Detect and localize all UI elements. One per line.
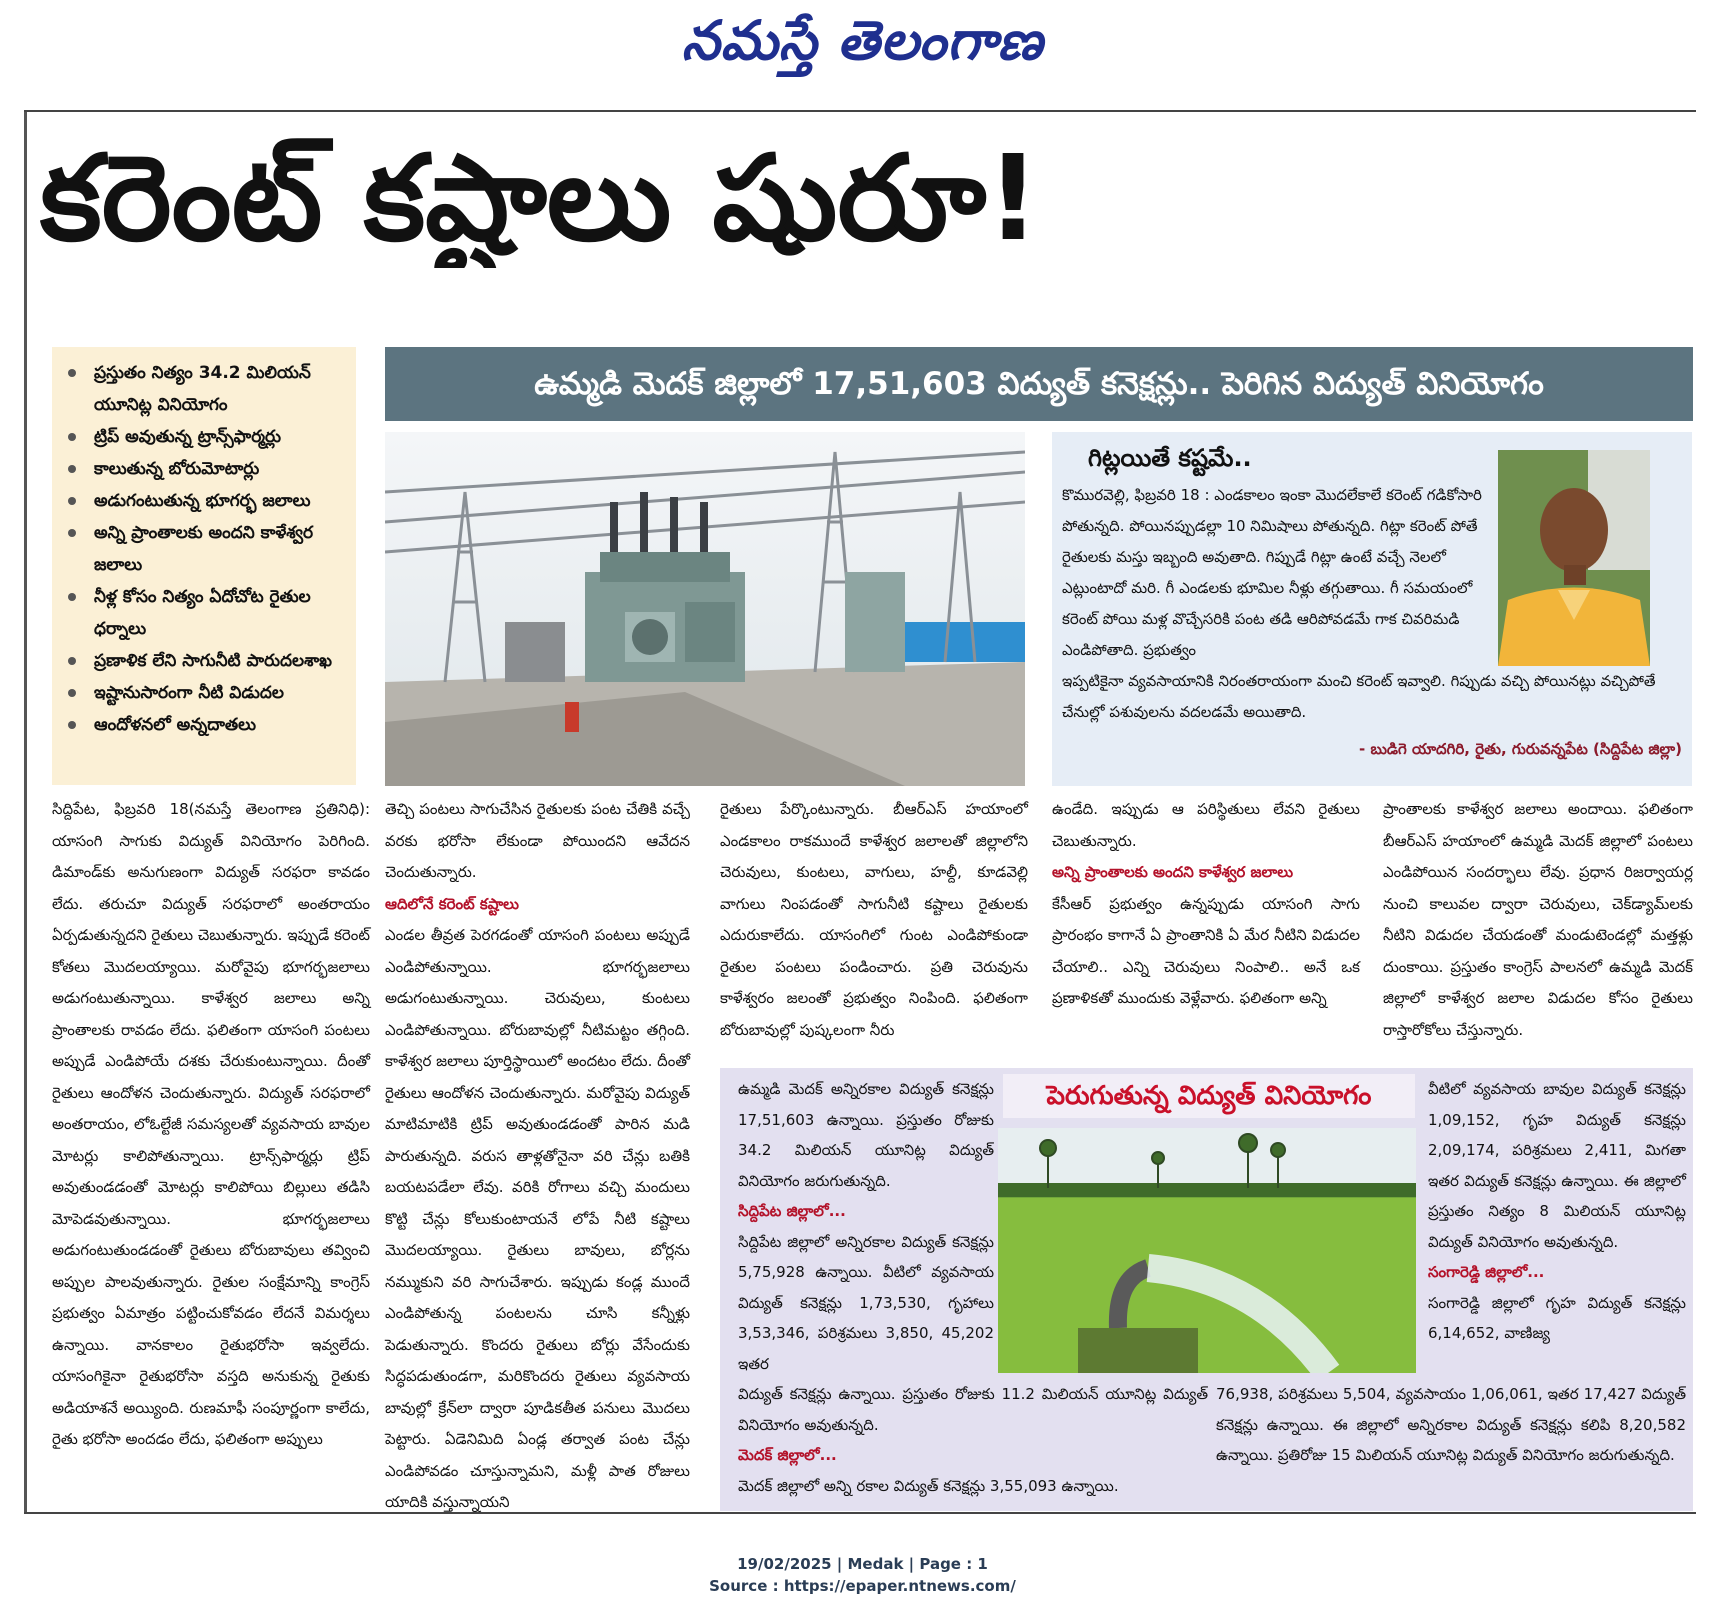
substation-photo-art [385, 432, 1025, 786]
column-3-text: రైతులు పేర్కొంటున్నారు. బీఆర్‌ఎస్ హయాంలో ఎండకాలం రాకముందే కాళేశ్వర జలాలతో జిల్లాలోని చెరువులు, కుంటలు, వాగులు, హల్దీ, కూడవెల్లి వాగులు నింపడంతో సాగునీటి కష్టాలు రైతులకు ఎదురుకాలేదు. యాసంగిలో గుంట ఎండిపోకుండా రైతుల పంటలు పండించారు. ప్రతి చెరువును కాళేశ్వరం జలంతో ప్రభుత్వం నింపింది. ఫలితంగా బోరుబావుల్లో పుష్కలంగా నీరు [720, 800, 1028, 1039]
highlight-item [62, 677, 350, 709]
farmer-portrait-art [1498, 450, 1650, 666]
column-1-text: సిద్దిపేట, ఫిబ్రవరి 18(నమస్తే తెలంగాణ ప్రతినిధి): యాసంగి సాగుకు విద్యుత్ వినియోగం పెరిగింది. డిమాండ్‌కు అనుగుణంగా విద్యుత్ సరఫరా కావడం లేదు. తరుచూ విద్యుత్ సరఫరాలో అంతరాయం ఏర్పడుతున్నదని రైతులు చెబుతున్నారు. ఇప్పుడే కరెంట్ కోతలు మొదలయ్యాయి. మరోవైపు భూగర్భజలాలు అడుగంటుతున్నాయి. కాళేశ్వర జలాలు అన్ని ప్రాంతాలకు రావడం లేదు. ఫలితంగా యాసంగి పంటలు అప్పుడే ఎండిపోయే దశకు చేరుకుంటున్నాయి. దీంతో రైతులు ఆందోళన చెందుతున్నారు. విద్యుత్ సరఫరాలో అంతరాయం, లోఓల్టేజీ సమస్యలతో వ్యవసాయ బావుల మోటర్లు కాలిపోతున్నాయి. ట్రాన్స్‌ఫార్మర్లు ట్రిప్ అవుతుండడంతో మోటర్లు కాలిపోయి బిల్లులు తడిసి మోపెడవుతున్నాయి. భూగర్భజలాలు అడుగంటుతుండడంతో రైతులు బోరుబావులు తవ్వించి అప్పుల పాలవుతున్నారు. రైతుల సంక్షేమాన్ని కాంగ్రెస్ ప్రభుత్వం ఏమాత్రం పట్టించుకోవడం లేదనే విమర్శలు ఉన్నాయి. వానకాలం రైతుభరోసా ఇవ్వలేదు. యాసంగికైనా రైతుభరోసా వస్తది అనుకున్న రైతుకు అడియాశనే అయ్యింది. రుణమాఫీ సంపూర్ణంగా కాలేదు, రైతు భరోసా అందడం లేదు, ఫలితంగా అప్పులు [52, 800, 370, 1448]
info-right-text-b: సంగారెడ్డి జిల్లాలో గృహ విద్యుత్ కనెక్షన్లు 6,14,652, వాణిజ్య [1428, 1293, 1686, 1342]
info-bottom-left-text-b: మెదక్ జిల్లాలో అన్ని రకాల విద్యుత్ కనెక్షన్లు 3,55,093 ఉన్నాయి. [738, 1476, 1119, 1495]
article-column-4 [1052, 794, 1360, 1015]
highlight-item-label: కాలుతున్న బోరుమోటార్లు [94, 459, 260, 479]
column-4-text-a: ఉండేది. ఇప్పుడు ఆ పరిస్థితులు లేవని రైతులు చెబుతున్నారు. [1052, 800, 1360, 850]
info-bottom-left [738, 1379, 1208, 1501]
bullet-icon [68, 721, 76, 729]
info-bottom-left-text-a: విద్యుత్ కనెక్షన్లు ఉన్నాయి. ప్రస్తుతం రోజుకు 11.2 మిలియన్ యూనిట్ల విద్యుత్ వినియోగం అవుతున్నది. [738, 1385, 1208, 1434]
highlight-item [62, 581, 350, 645]
bullet-icon [68, 689, 76, 697]
bullet-icon [68, 497, 76, 505]
highlight-item [62, 421, 350, 453]
quote-title: గిట్లయితే కష్టమే.. [1088, 444, 1252, 472]
paddy-field-photo-art [998, 1128, 1416, 1373]
highlight-item [62, 357, 350, 421]
highlight-item-label: ప్రణాళిక లేని సాగునీటి పారుదలశాఖ [94, 651, 332, 671]
quote-body: కొమురవెల్లి, ఫిబ్రవరి 18 : ఎండకాలం ఇంకా మొదలేకాలే కరెంట్ గడికోసారి పోతున్నది. పోయినప్పుడల్లా 10 నిమిషాలు పోతున్నది. గిట్లా కరెంట్ పోతే రైతులకు మస్తు ఇబ్బంది అవుతాది. గిప్పుడే గిట్లా ఉంటే వచ్చే నెలలో ఎట్లుంటాదో మరి. గీ ఎండలకు భూమిల నీళ్లు తగ్గుతాయి. గీ సమయంలో కరెంట్ పోయి మళ్ల వొచ్చేసరికి పంట తడి ఆరిపోవడమే గాక చివరిమడి ఎండిపోతాది. ప్రభుత్వం [1062, 486, 1482, 659]
quote-credit: - బుడిగె యాదగిరి, రైతు, గురువన్నపేట (సిద్దిపేట జిల్లా) [1359, 740, 1682, 758]
article-column-5 [1383, 794, 1693, 1046]
highlight-item-label: ట్రిప్ అవుతున్న ట్రాన్స్‌ఫార్మర్లు [94, 427, 282, 447]
bullet-icon [68, 529, 76, 537]
column-4-text-b: కేసీఆర్ ప్రభుత్వం ఉన్నప్పుడు యాసంగి సాగు ప్రారంభం కాగానే ఏ ప్రాంతానికి ఏ మేర నీటిని విడుదల చేయాలి.. ఎన్ని చెరువులు నింపాలి.. అనే ఒక ప్రణాళికతో ముందుకు వెళ్లేవారు. ఫలితంగా అన్ని [1052, 894, 1360, 1007]
highlight-item-label: అన్ని ప్రాంతాలకు అందని కాళేశ్వర జలాలు [94, 523, 314, 575]
highlight-item-label: అడుగంటుతున్న భూగర్భ జలాలు [94, 491, 311, 511]
highlight-item-label: ఇష్టానుసారంగా నీటి విడుదల [94, 683, 284, 703]
bottom-divider [24, 1512, 1696, 1514]
highlight-item [62, 453, 350, 485]
newspaper-masthead: నమస్తే తెలంగాణ [681, 8, 1044, 72]
highlights-list [52, 347, 356, 741]
column-5-text: ప్రాంతాలకు కాళేశ్వర జలాలు అందాయి. ఫలితంగా బీఆర్‌ఎస్ హయాంలో ఉమ్మడి మెదక్ జిల్లాలో పంటలు ఎండిపోయిన సందర్భాలు లేవు. ప్రధాన రిజర్వాయర్ల నుంచి కాలువల ద్వారా చెరువులు, చెక్‌డ్యామ్‌లకు నీటిని విడుదల చేయడంతో మండుటెండల్లో మత్తళ్లు దుంకాయి. ప్రస్తుతం కాంగ్రెస్ పాలనలో ఉమ్మడి మెదక్ జిల్లాలో కాళేశ్వర జలాల విడుదల కోసం రైతులు రాస్తారోకోలు చేస్తున్నారు. [1383, 800, 1693, 1039]
bullet-icon [68, 593, 76, 601]
column-2-text-a: తెచ్చి పంటలు సాగుచేసిన రైతులకు పంట చేతికి వచ్చే వరకు భరోసా లేకుండా పోయిందని ఆవేదన చెందుతున్నారు. [385, 800, 690, 881]
highlight-item-label: నీళ్ల కోసం నిత్యం ఏదోచోట రైతుల ధర్నాలు [94, 587, 311, 639]
article-column-1 [52, 794, 370, 1456]
column-2-text-b: ఎండల తీవ్రత పెరగడంతో యాసంగి పంటలు అప్పుడే ఎండిపోతున్నాయి. భూగర్భజలాలు అడుగంటుతున్నాయి. చెరువులు, కుంటలు ఎండిపోతున్నాయి. బోరుబావుల్లో నీటిమట్టం తగ్గింది. కాళేశ్వర జలాలు పూర్తిస్థాయిలో అందటం లేదు. దీంతో రైతులు ఆందోళన చెందుతున్నారు. మరోవైపు విద్యుత్ మాటిమాటికి ట్రిప్ అవుతుండడంతో పారిన మడి పారుతున్నది. వరుస తాళ్లతోనైనా వరి చేన్లు బతికి బయటపడేలా లేవు. వరికి రోగాలు వచ్చి మందులు కొట్టి చేన్లు కోలుకుంటాయనే లోపే నీటి కష్టాలు మొదలయ్యాయి. రైతులు బావులు, బోర్లను నమ్ముకుని వరి సాగుచేశారు. ఇప్పుడు కండ్ల ముందే ఎండిపోతున్న పంటలను చూసి కన్నీళ్లు పెడుతున్నారు. కొందరు రైతులు బోర్లు వేసేందుకు సిద్ధపడుతుండగా, మరికొందరు రైతులు వ్యవసాయ బావుల్లో క్రేన్‌లా ద్వారా పూడికతీత పనులు మొదలు పెట్టారు. ఏడెనిమిది ఏండ్ల తర్వాత పంట చేన్లు ఎండిపోవడం చూస్తున్నామని, మళ్లీ పాత రోజులు యాదికి వస్తున్నాయని [385, 926, 690, 1511]
highlight-item [62, 645, 350, 677]
info-right-text-a: వీటిలో వ్యవసాయ బావుల విద్యుత్ కనెక్షన్లు 1,09,152, గృహ విద్యుత్ కనెక్షన్లు 2,09,174, పరిశ్రమలు 2,411, మిగతా ఇతర విద్యుత్ కనెక్షన్లు ఉన్నాయి. ఈ జిల్లాలో ప్రస్తుతం నిత్యం 8 మిలియన్ యూనిట్ల విద్యుత్ వినియోగం అవుతున్నది. [1428, 1080, 1686, 1251]
substation-photo [385, 432, 1025, 786]
highlight-item-label: ఆందోళనలో అన్నదాతలు [94, 715, 257, 735]
info-left-column [738, 1074, 994, 1379]
highlights-box [52, 347, 356, 785]
highlight-item [62, 517, 350, 581]
bullet-icon [68, 369, 76, 377]
highlight-item [62, 485, 350, 517]
subheading-power-troubles: ఆదిలోనే కరెంట్ కష్టాలు [385, 894, 520, 913]
info-bottom-right-text: 76,938, పరిశ్రమలు 5,504, వ్యవసాయం 1,06,061, ఇతర 17,427 విద్యుత్ కనెక్షన్లు ఉన్నాయి. ఈ జిల్లాలో అన్నిరకాల విద్యుత్ కనెక్షన్లు కలిపి 8,20,582 ఉన్నాయి. ప్రతిరోజు 15 మిలియన్ యూనిట్ల విద్యుత్ వినియోగం జరుగుతున్నది. [1216, 1385, 1686, 1464]
info-left-text-b: సిద్దిపేట జిల్లాలో అన్నిరకాల విద్యుత్ కనెక్షన్లు 5,75,928 ఉన్నాయి. వీటిలో వ్యవసాయ విద్యుత్ కనెక్షన్లు 1,73,530, గృహాలు 3,53,346, పరిశ్రమలు 3,850, 45,202 ఇతర [738, 1232, 994, 1373]
info-right-column [1428, 1074, 1686, 1349]
bullet-icon [68, 657, 76, 665]
top-divider [24, 110, 1696, 112]
page-footer [0, 1553, 1725, 1597]
paddy-field-photo [998, 1128, 1416, 1373]
deck-banner: ఉమ్మడి మెదక్ జిల్లాలో 17,51,603 విద్యుత్ కనెక్షన్లు.. పెరిగిన విద్యుత్ వినియోగం [385, 347, 1693, 421]
left-margin-rule [24, 112, 27, 1512]
quote-body-continued: ఇప్పటికైనా వ్యవసాయానికి నిరంతరాయంగా మంచి కరెంట్ ఇవ్వాలి. గిప్పుడు వచ్చి పోయినట్లు వచ్చిపోతే చేనుల్లో పశువులను వదలడమే అయితాది. [1062, 672, 1656, 721]
subheading-medak: మెదక్ జిల్లాలో... [738, 1446, 837, 1464]
info-box-title: పెరుగుతున్న విద్యుత్ వినియోగం [1003, 1074, 1415, 1118]
highlight-item-label: ప్రస్తుతం నిత్యం 34.2 మిలియన్ యూనిట్ల వినియోగం [94, 363, 311, 415]
farmer-portrait [1498, 450, 1650, 666]
footer-source-link[interactable]: Source : https://epaper.ntnews.com/ [709, 1577, 1016, 1595]
subheading-siddipet: సిద్దిపేట జిల్లాలో... [738, 1202, 846, 1220]
bullet-icon [68, 433, 76, 441]
article-column-3 [720, 794, 1028, 1046]
info-left-text-a: ఉమ్మడి మెదక్ అన్నిరకాల విద్యుత్ కనెక్షన్లు 17,51,603 ఉన్నాయి. ప్రస్తుతం రోజుకు 34.2 మిలియన్ యూనిట్ల విద్యుత్ వినియోగం జరుగుతున్నది. [738, 1080, 994, 1190]
subheading-kaleshwaram: అన్ని ప్రాంతాలకు అందని కాళేశ్వర జలాలు [1052, 863, 1294, 881]
article-column-2 [385, 794, 690, 1519]
highlight-item [62, 709, 350, 741]
headline: కరెంట్ కష్టాలు షురూ! [40, 129, 1040, 267]
footer-edition-info: 19/02/2025 | Medak | Page : 1 [737, 1555, 988, 1573]
info-bottom-right [1216, 1379, 1686, 1471]
bullet-icon [68, 465, 76, 473]
subheading-sangareddy: సంగారెడ్డి జిల్లాలో... [1428, 1263, 1545, 1281]
